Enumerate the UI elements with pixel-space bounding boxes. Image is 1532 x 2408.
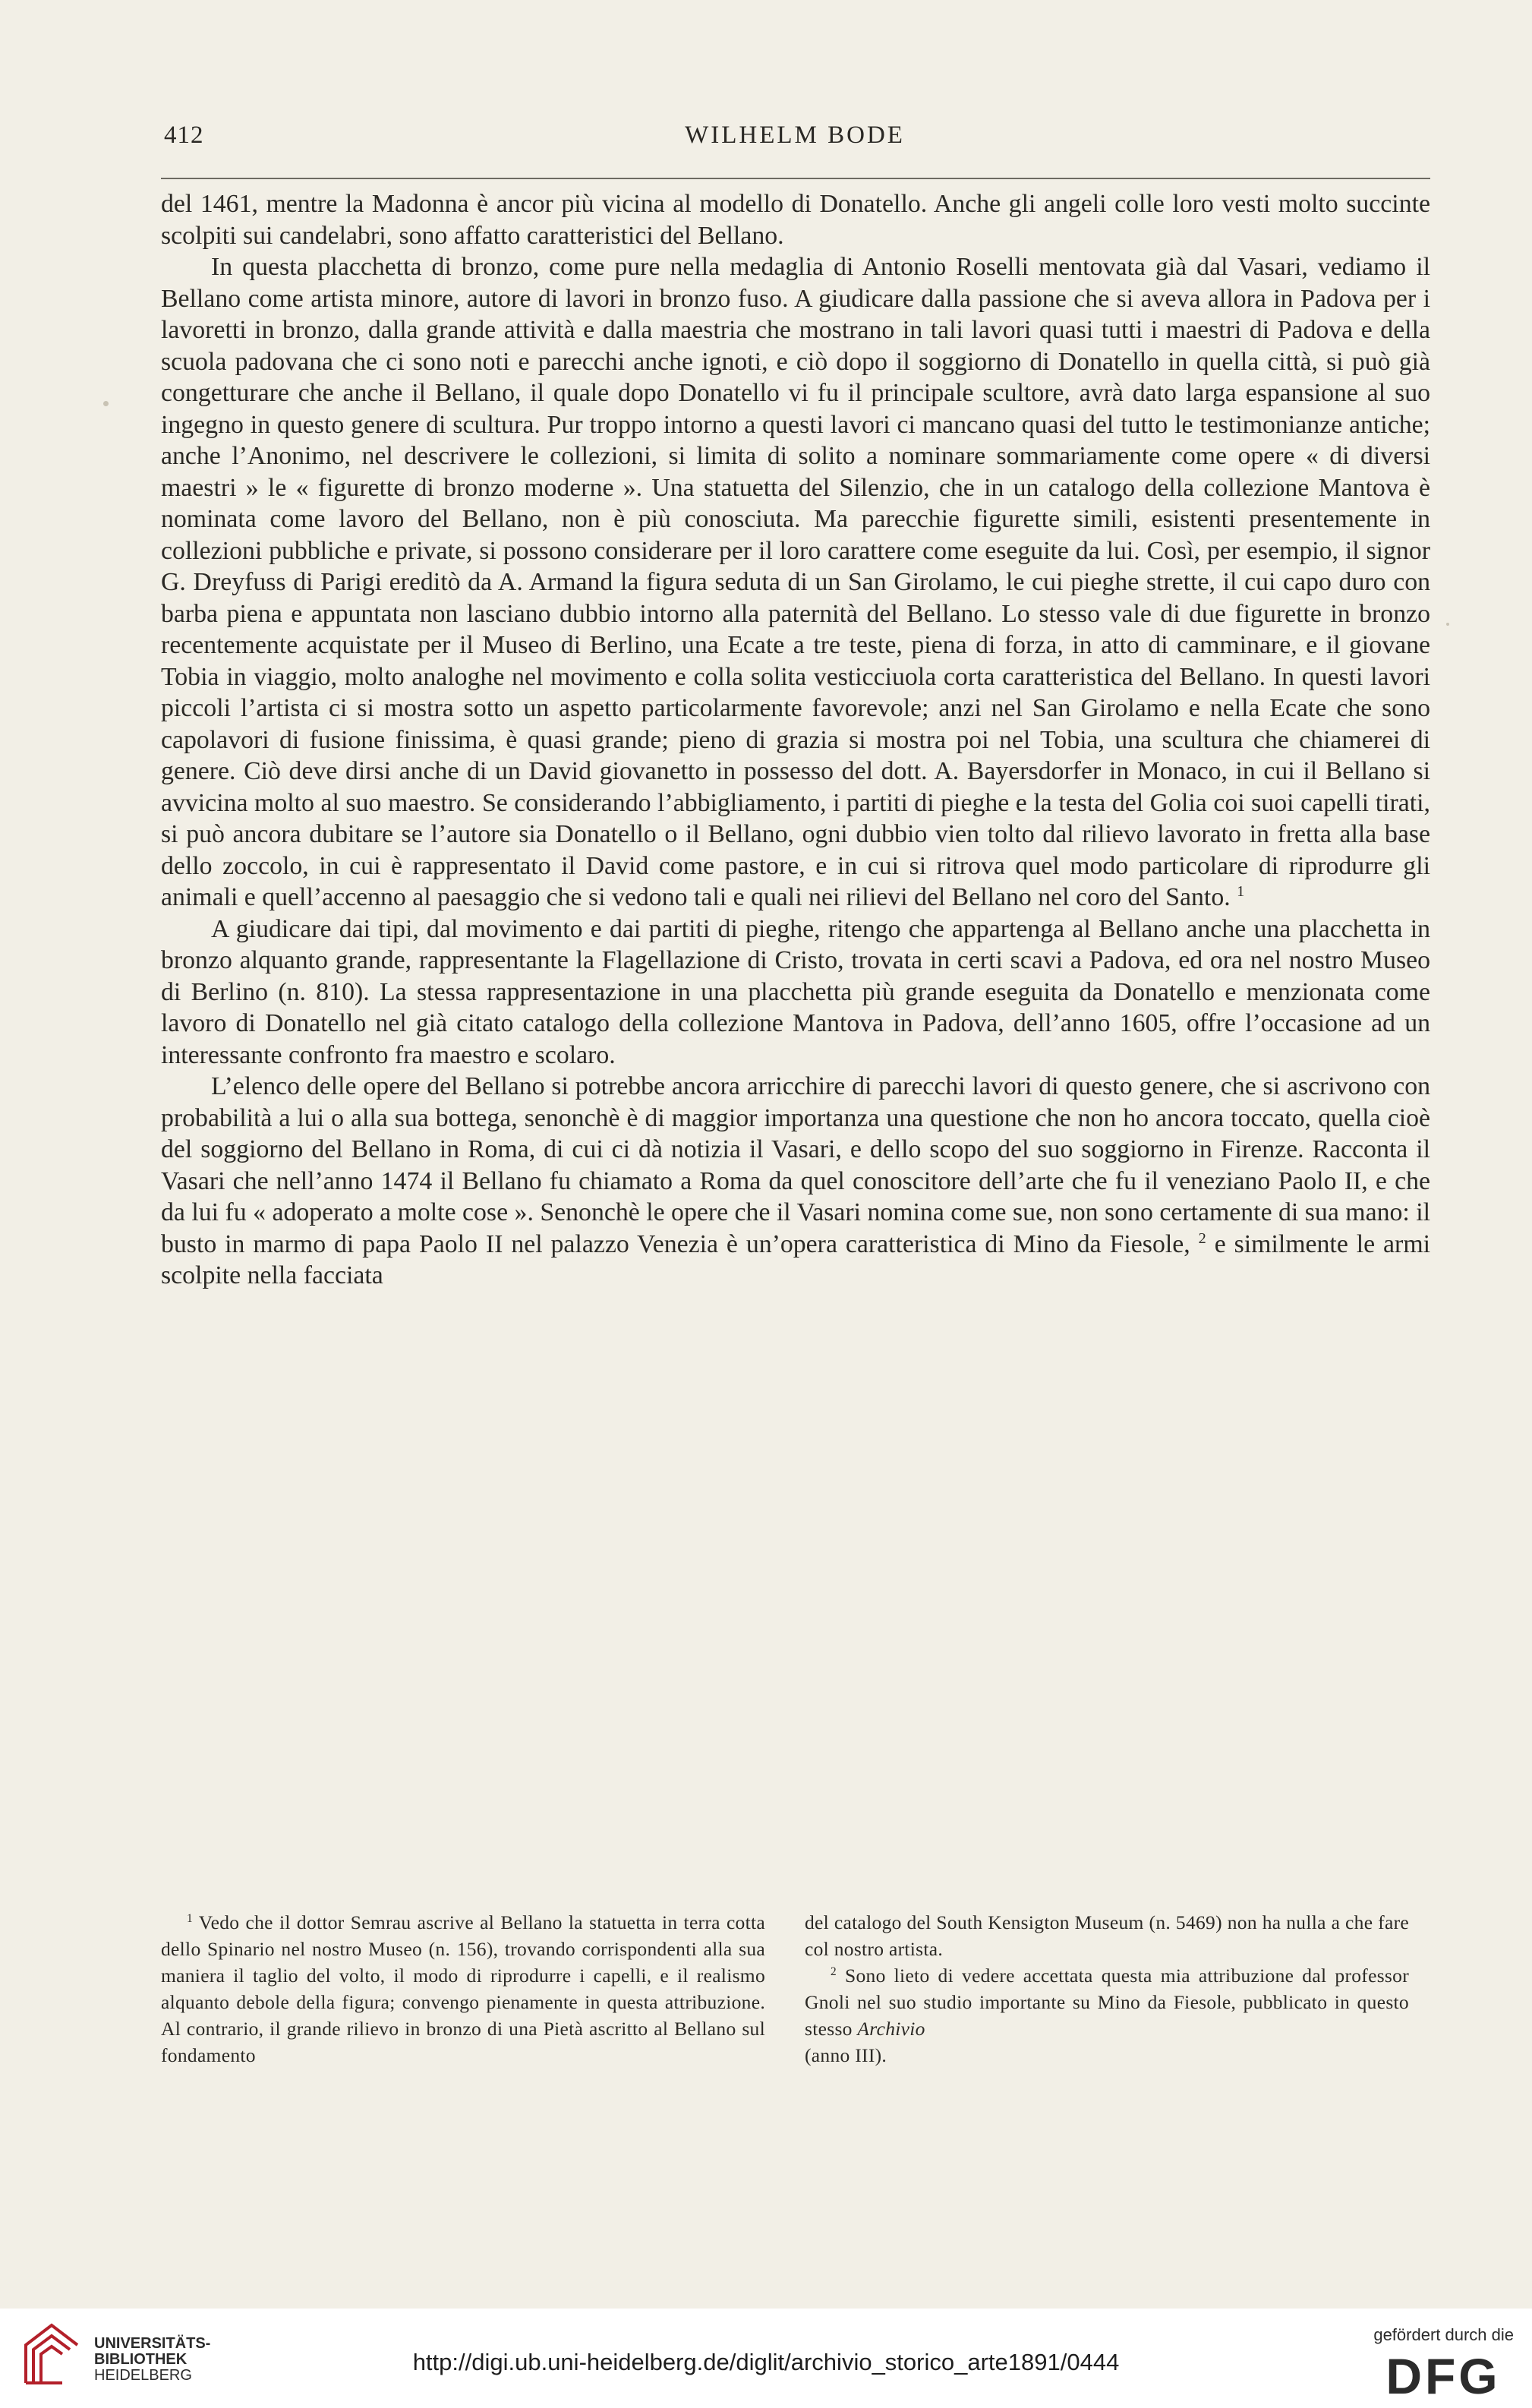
footnote-1-text: Vedo che il dottor Semrau ascrive al Bellano la statuetta in terra cotta dello Spinario nel nostro Museo (n. 156), trovando corrispondenti alla sua maniera il taglio del volto, il modo di riprodurre i capelli, e il realismo alquanto debole della figura; convengo pienamente in questa attribuzione. Al contrario, il grande rilievo in bronzo di una Pietà ascritto al Bellano sul fondamento	[161, 1911, 765, 2066]
paragraph-4	[161, 1071, 1430, 1292]
footnote-2-text: Sono lieto di vedere accettata questa mia attribuzione dal professor Gnoli nel suo studio importante su Mino da Fiesole, pubblicato in questo stesso	[805, 1965, 1409, 2040]
margin-speck	[103, 401, 109, 406]
footnote-1-continued: del catalogo del South Kensigton Museum (n. 5469) non ha nulla a che fare col nostro artista.	[805, 1911, 1409, 1960]
header-title: WILHELM BODE	[685, 122, 905, 149]
funded-by-text: gefördert durch die	[1373, 2325, 1514, 2344]
footnote-2	[805, 1962, 1409, 2069]
footnote-column-left	[161, 1909, 765, 2069]
paragraph-1: del 1461, mentre la Madonna è ancor più vicina al modello di Donatello. Anche gli angeli colle loro vesti molto succinte scolpiti sui candelabri, sono affatto caratteristici del Bellano.	[161, 190, 1430, 250]
paragraph-2-text: In questa placchetta di bronzo, come pure nella medaglia di Antonio Roselli mentovata già dal Vasari, vediamo il Bellano come artista minore, autore di lavori in bronzo fuso. A giudicare dalla passione che si aveva allora in Padova per i lavoretti in bronzo, dalla grande attività e dalla maestria che mostrano in tali lavori quasi tutti i maestri di Padova e della scuola padovana che ci sono noti e parecchi anche ignoti, e ciò dopo il soggiorno di Donatello in quella città, si può già congetturare che anche il Bellano, il quale dopo Donatello vi fu il principale scultore, avrà dato larga espansione al suo ingegno in questo genere di scultura. Pur troppo intorno a questi lavori ci mancano quasi del tutto le testimonianze antiche; anche l’Anonimo, nel descrivere le collezioni, si limita di solito a nominare sommariamente come opere « di diversi maestri » le « figurette di bronzo moderne ». Una statuetta del Silenzio, che in un catalogo della collezione Mantova è nominata come lavoro del Bellano, non è più conosciuta. Ma parecchie figurette simili, esistenti presentemente in collezioni pubbliche e private, si possono considerare per il loro carattere come eseguite da lui. Così, per esempio, il signor G. Dreyfuss di Parigi ereditò da A. Armand la figura seduta di un San Girolamo, le cui pieghe strette, il cui capo duro con barba piena e appuntata non lasciano dubbio intorno alla paternità del Bellano. Lo stesso vale di due figurette in bronzo recentemente acquistate per il Museo di Berlino, una Ecate a tre teste, piena di forza, in atto di camminare, e il giovane Tobia in viaggio, molto analoghe nel movimento e colla solita vesticciuola corta caratteristica del Bellano. In questi lavori piccoli l’artista ci si mostra sotto un aspetto particolarmente favorevole; anzi nel San Girolamo e nella Ecate che sono capolavori di fusione finissima, è quasi grande; pieno di grazia si mostra poi nel Tobia, una scultura che chiamerei di genere. Ciò deve dirsi anche di un David giovanetto in possesso del dott. A. Bayersdorfer in Monaco, in cui il Bellano si avvicina molto al suo maestro. Se considerando l’abbigliamento, i partiti di pieghe e la testa del Golia coi suoi capelli tirati, si può ancora dubitare se l’autore sia Donatello o il Bellano, ogni dubbio vien tolto dal rilievo lavorato in fretta alla base dello zoccolo, in cui è rappresentato il David come pastore, e in cui si ritrova quel modo particolare di riprodurre gli animali e quell’accenno al paesaggio che si vedono tali e quali nei rilievi del Bellano nel coro del Santo.	[161, 253, 1430, 911]
footnotes	[161, 1909, 1430, 2114]
margin-speck	[1446, 623, 1449, 626]
paragraph-2	[161, 251, 1430, 914]
page-number: 412	[164, 122, 204, 149]
footnote-2-italic: Archivio	[857, 2018, 925, 2040]
dfg-logo-text: DFG	[1385, 2350, 1501, 2400]
dfg-logo[interactable]	[1373, 2350, 1514, 2400]
library-line-1: UNIVERSITÄTS-	[94, 2335, 211, 2352]
footnote-2-end: (anno III).	[805, 2044, 887, 2066]
footnote-column-right	[805, 1909, 1409, 2069]
footnote-1	[161, 1909, 765, 2069]
footnote-ref-1[interactable]: 1	[1237, 882, 1245, 900]
paragraph-4-end: e similmente le armi scolpite nella facciata	[161, 1229, 1430, 1289]
footer-url-link[interactable]: http://digi.ub.uni-heidelberg.de/diglit/archivio_storico_arte1891/0444	[412, 2349, 1120, 2375]
header-rule	[161, 178, 1430, 179]
paragraph-4-text: L’elenco delle opere del Bellano si potrebbe ancora arricchire di parecchi lavori di questo genere, che si ascrivono con probabilità a lui o alla sua bottega, senonchè è di maggior importanza una questione che non ho ancora toccato, quella cioè del soggiorno del Bellano in Roma, di cui ci dà notizia il Vasari, e dello scopo del suo soggiorno in Firenze. Racconta il Vasari che nell’anno 1474 il Bellano fu chiamato a Roma da quel conoscitore dell’arte che fu il veneziano Paolo II, e che da lui fu « adoperato a molte cose ». Senonchè le opere che il Vasari nomina come sue, non sono certamente di sua mano: il busto in marmo di papa Paolo II nel palazzo Venezia è un’opera caratteristica di Mino da Fiesole,	[161, 1072, 1430, 1258]
paragraph-3: A giudicare dai tipi, dal movimento e dai partiti di pieghe, ritengo che appartenga al Bellano anche una placchetta in bronzo alquanto grande, rappresentante la Flagellazione di Cristo, trovata in certi scavi a Padova, ed ora nel nostro Museo di Berlino (n. 810). La stessa rappresentazione in una placchetta più grande eseguita da Donatello e menzionata come lavoro di Donatello nel già citato catalogo della collezione Mantova in Padova, dell’anno 1605, offre l’occasione ad un interessante confronto fra maestro e scolaro.	[161, 914, 1430, 1069]
footnote-2-marker: 2	[831, 1965, 837, 1978]
footnote-ref-2[interactable]: 2	[1198, 1229, 1206, 1247]
body-text	[161, 188, 1430, 1292]
running-head	[161, 122, 1429, 167]
footnote-1-marker: 1	[187, 1911, 193, 1925]
library-line-2: BIBLIOTHEK	[94, 2351, 188, 2368]
library-line-3: HEIDELBERG	[94, 2367, 192, 2384]
